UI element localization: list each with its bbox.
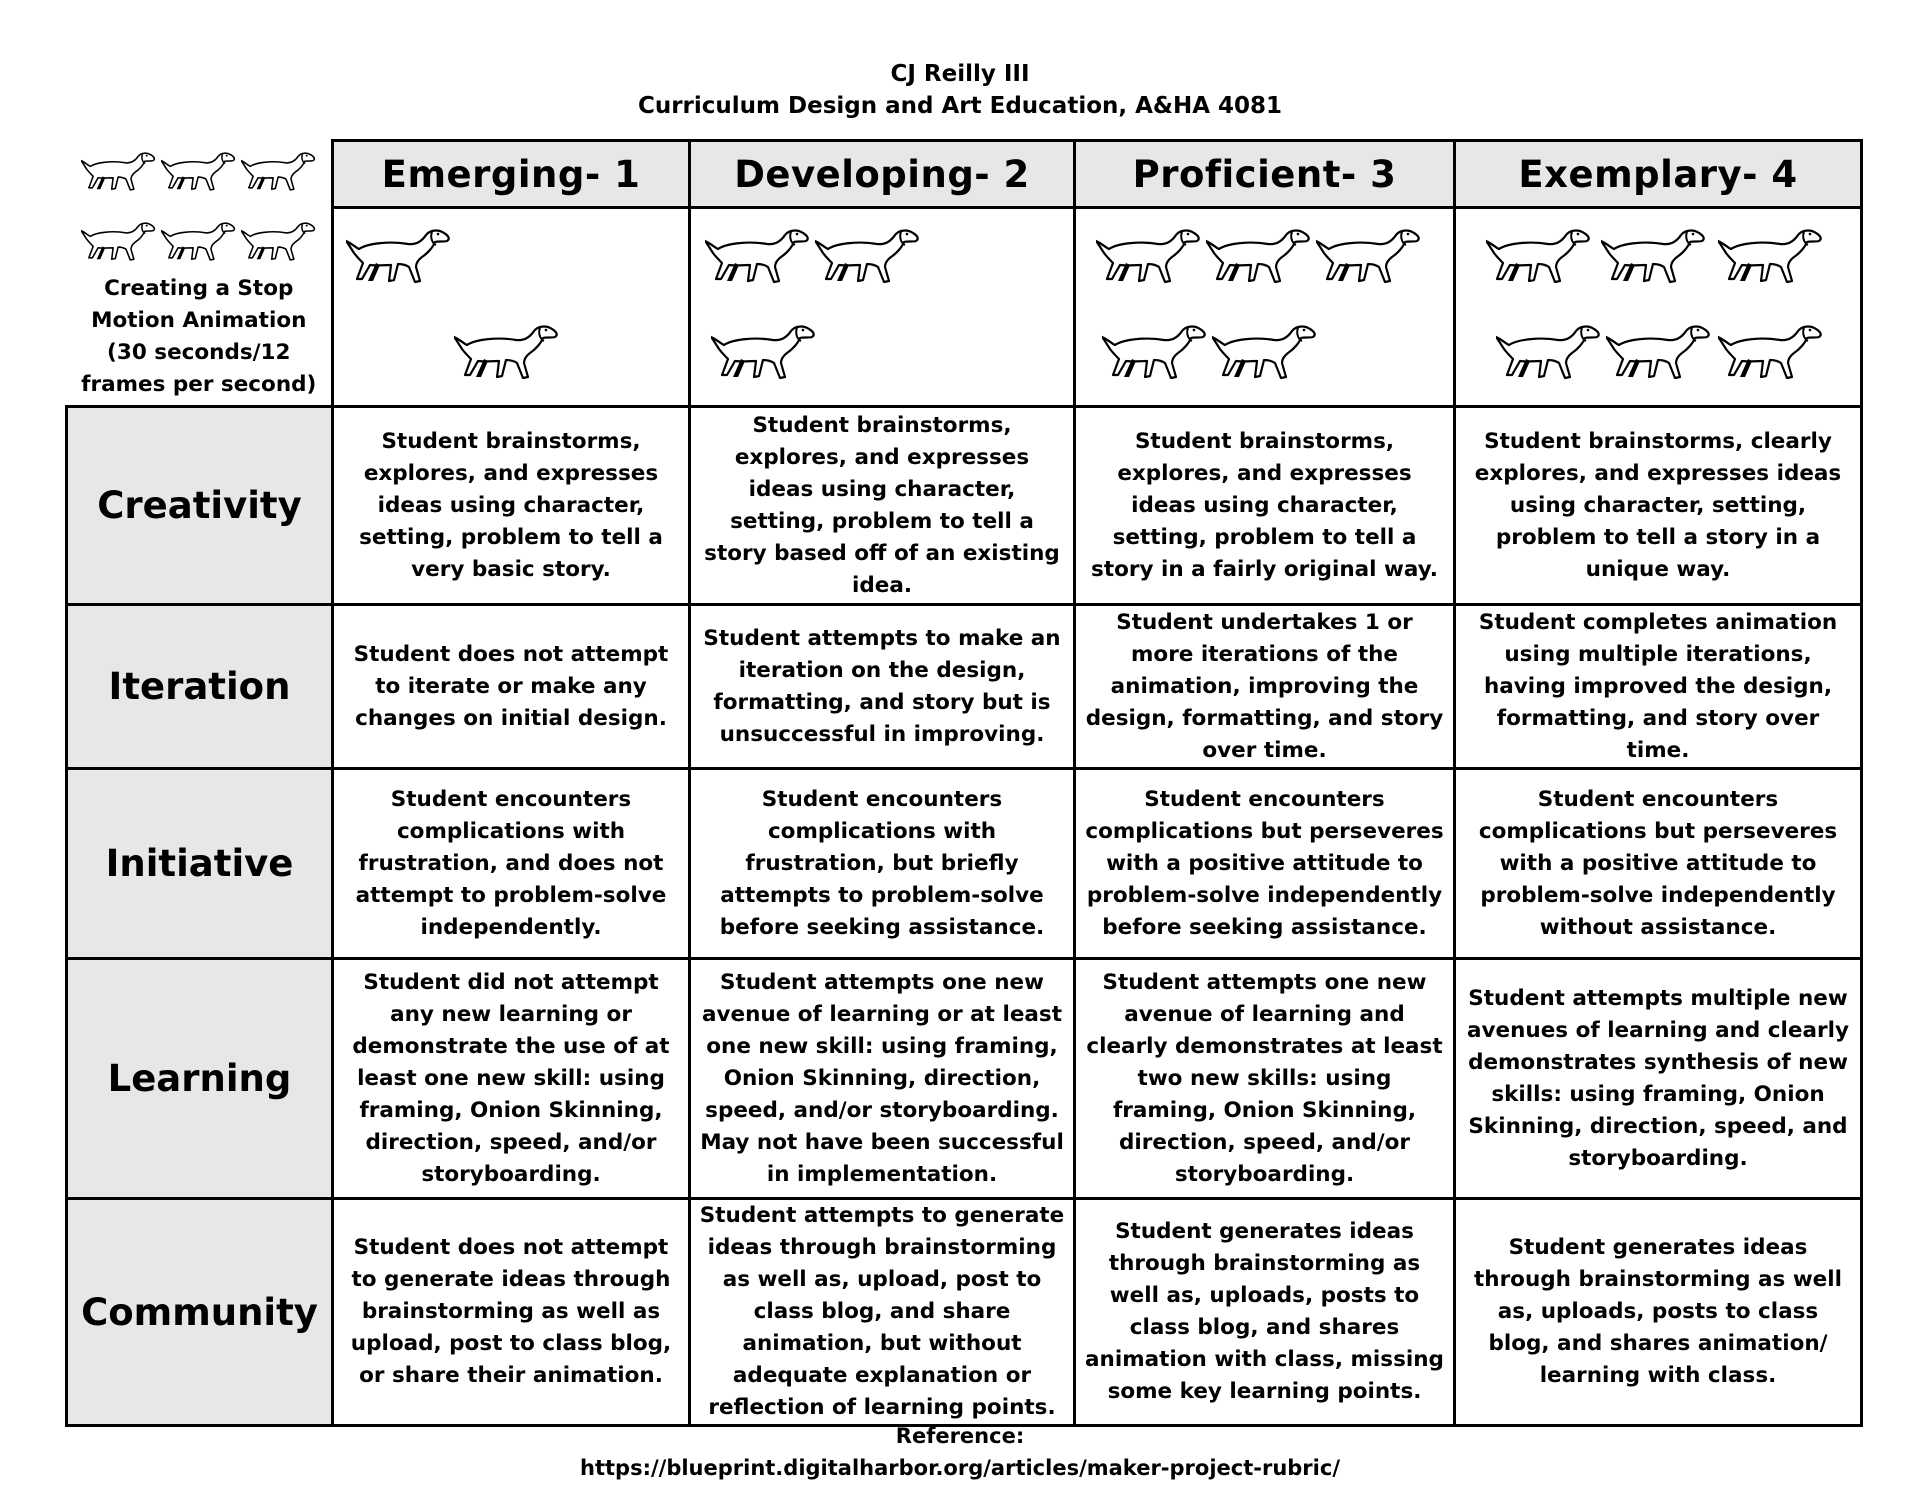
rubric-cell: Student encounters complications but perseveres with a positive attitude to problem-solve independently before seeking assistance. xyxy=(1075,769,1455,959)
rubric-cell: Student generates ideas through brainstorming as well as, uploads, posts to class blog, and shares animation with class, missing some key learning points. xyxy=(1075,1199,1455,1426)
dogs-emerging xyxy=(333,208,690,407)
criterion-label: Iteration xyxy=(67,605,333,769)
walking-dog-icon xyxy=(346,223,451,288)
rubric-cell: Student attempts to make an iteration on the design, formatting, and story but is unsuccessful in improving. xyxy=(690,605,1075,769)
level-header-proficient: Proficient- 3 xyxy=(1075,141,1455,208)
project-label-line: Creating a Stop xyxy=(104,276,294,301)
reference-label: Reference: xyxy=(895,1424,1025,1448)
walking-dog-icon xyxy=(1718,319,1823,384)
rubric-cell: Student completes animation using multiple iterations, having improved the design, formatting, and story over time. xyxy=(1455,605,1862,769)
walking-dog-icon xyxy=(1718,223,1823,288)
dogs-developing xyxy=(690,208,1075,407)
walking-dog-icon xyxy=(711,319,816,384)
rubric-cell: Student did not attempt any new learning or demonstrate the use of at least one new skill: using framing, Onion Skinning, direction, speed, and/or storyboarding. xyxy=(333,959,690,1199)
walking-dog-icon xyxy=(161,147,236,195)
reference-link[interactable]: https://blueprint.digitalharbor.org/articles/maker-project-rubric/ xyxy=(580,1456,1340,1480)
project-label-line: (30 seconds/12 xyxy=(107,340,291,365)
rubric-cell: Student attempts one new avenue of learning and clearly demonstrates at least two new skills: using framing, Onion Skinning, direction, speed, and/or storyboarding. xyxy=(1075,959,1455,1199)
project-label-line: frames per second) xyxy=(81,372,317,397)
rubric-cell: Student brainstorms, explores, and expresses ideas using character, setting, problem to tell a very basic story. xyxy=(333,407,690,605)
walking-dog-icon xyxy=(1486,223,1591,288)
walking-dog-icon xyxy=(1096,223,1201,288)
criterion-row-community xyxy=(67,1199,1862,1426)
criterion-row-learning xyxy=(67,959,1862,1199)
walking-dog-icon xyxy=(1102,319,1207,384)
criterion-label: Initiative xyxy=(67,769,333,959)
corner-bottom-cell xyxy=(67,208,333,407)
walking-dog-icon xyxy=(1316,223,1421,288)
walking-dog-icon xyxy=(1606,319,1711,384)
rubric-cell: Student encounters complications with frustration, but briefly attempts to problem-solve before seeking assistance. xyxy=(690,769,1075,959)
rubric-cell: Student encounters complications with frustration, and does not attempt to problem-solve independently. xyxy=(333,769,690,959)
walking-dog-icon xyxy=(241,217,316,265)
document-header xyxy=(0,58,1920,122)
rubric-cell: Student does not attempt to generate ideas through brainstorming as well as upload, post to class blog, or share their animation. xyxy=(333,1199,690,1426)
criterion-row-initiative xyxy=(67,769,1862,959)
walking-dog-icon xyxy=(1206,223,1311,288)
walking-dog-icon xyxy=(815,223,920,288)
rubric-cell: Student brainstorms, explores, and expresses ideas using character, setting, problem to tell a story in a fairly original way. xyxy=(1075,407,1455,605)
rubric-cell: Student undertakes 1 or more iterations of the animation, improving the design, formatting, and story over time. xyxy=(1075,605,1455,769)
project-label xyxy=(67,273,332,405)
course-title: Curriculum Design and Art Education, A&HA 4081 xyxy=(637,93,1283,119)
criterion-label: Creativity xyxy=(67,407,333,605)
rubric-cell: Student brainstorms, explores, and expresses ideas using character, setting, problem to tell a story based off of an existing idea. xyxy=(690,407,1075,605)
walking-dog-icon xyxy=(1601,223,1706,288)
level-header-emerging: Emerging- 1 xyxy=(333,141,690,208)
criterion-label: Community xyxy=(67,1199,333,1426)
criterion-row-creativity xyxy=(67,407,1862,605)
rubric-table xyxy=(65,139,1863,1427)
walking-dog-icon xyxy=(81,217,156,265)
level-header-developing: Developing- 2 xyxy=(690,141,1075,208)
criterion-row-iteration xyxy=(67,605,1862,769)
corner-top-cell xyxy=(67,141,333,208)
dogs-exemplary xyxy=(1455,208,1862,407)
walking-dog-icon xyxy=(161,217,236,265)
rubric-cell: Student encounters complications but perseveres with a positive attitude to problem-solve independently without assistance. xyxy=(1455,769,1862,959)
level-header-row xyxy=(67,141,1862,208)
walking-dog-icon xyxy=(1212,319,1317,384)
walking-dog-icon xyxy=(705,223,810,288)
rubric-cell: Student generates ideas through brainstorming as well as, uploads, posts to class blog, and shares animation/ learning with class. xyxy=(1455,1199,1862,1426)
rubric-cell: Student does not attempt to iterate or make any changes on initial design. xyxy=(333,605,690,769)
illustration-row xyxy=(67,208,1862,407)
rubric-cell: Student brainstorms, clearly explores, and expresses ideas using character, setting, problem to tell a story in a unique way. xyxy=(1455,407,1862,605)
rubric-cell: Student attempts multiple new avenues of learning and clearly demonstrates synthesis of new skills: using framing, Onion Skinning, direction, speed, and storyboarding. xyxy=(1455,959,1862,1199)
walking-dog-icon xyxy=(241,147,316,195)
rubric-cell: Student attempts one new avenue of learning or at least one new skill: using framing, Onion Skinning, direction, speed, and/or storyboarding. May not have been successful in implementation. xyxy=(690,959,1075,1199)
dogs-proficient xyxy=(1075,208,1455,407)
author-name: CJ Reilly III xyxy=(890,61,1030,87)
walking-dog-icon xyxy=(81,147,156,195)
rubric-cell: Student attempts to generate ideas through brainstorming as well as, upload, post to class blog, and share animation, but without adequate explanation or reflection of learning points. xyxy=(690,1199,1075,1426)
walking-dog-icon xyxy=(1496,319,1601,384)
criterion-label: Learning xyxy=(67,959,333,1199)
walking-dog-icon xyxy=(454,319,559,384)
level-header-exemplary: Exemplary- 4 xyxy=(1455,141,1862,208)
reference-footer xyxy=(0,1420,1920,1484)
project-label-line: Motion Animation xyxy=(91,308,307,333)
